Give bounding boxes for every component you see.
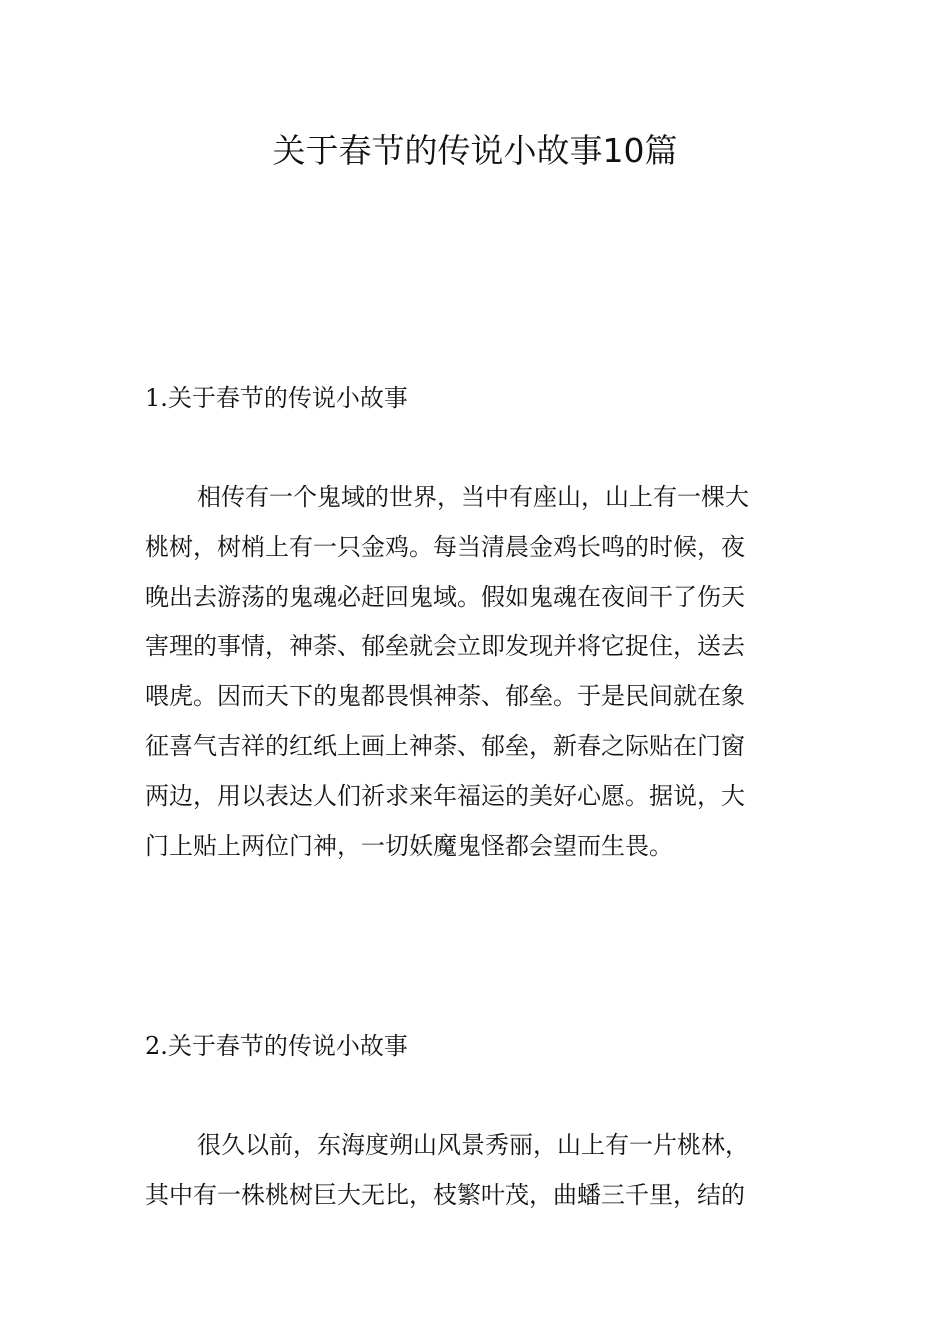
paragraph-line: 桃树，树梢上有一只金鸡。每当清晨金鸡长鸣的时候，夜 — [145, 532, 745, 561]
paragraph-line: 害理的事情，神荼、郁垒就会立即发现并将它捉住，送去 — [145, 632, 745, 661]
paragraph-line: 征喜气吉祥的红纸上画上神荼、郁垒，新春之际贴在门窗 — [145, 731, 745, 760]
paragraph-line: 晚出去游荡的鬼魂必赶回鬼域。假如鬼魂在夜间干了伤天 — [145, 582, 745, 611]
section-paragraph — [145, 1121, 807, 1221]
document-title: 关于春节的传说小故事10篇 — [272, 131, 678, 170]
paragraph-line: 相传有一个鬼域的世界，当中有座山，山上有一棵大 — [197, 483, 749, 511]
paragraph-line: 其中有一株桃树巨大无比，枝繁叶茂，曲蟠三千里，结的 — [145, 1180, 745, 1209]
paragraph-line: 两边，用以表达人们祈求来年福运的美好心愿。据说，大 — [145, 781, 745, 810]
section-heading: 2.关于春节的传说小故事 — [145, 1032, 408, 1060]
paragraph-line: 门上贴上两位门神，一切妖魔鬼怪都会望而生畏。 — [145, 831, 673, 860]
section-heading: 1.关于春节的传说小故事 — [145, 384, 408, 412]
paragraph-line: 喂虎。因而天下的鬼都畏惧神荼、郁垒。于是民间就在象 — [145, 682, 745, 711]
section-paragraph — [145, 473, 807, 871]
paragraph-line: 很久以前，东海度朔山风景秀丽，山上有一片桃林， — [197, 1131, 749, 1159]
